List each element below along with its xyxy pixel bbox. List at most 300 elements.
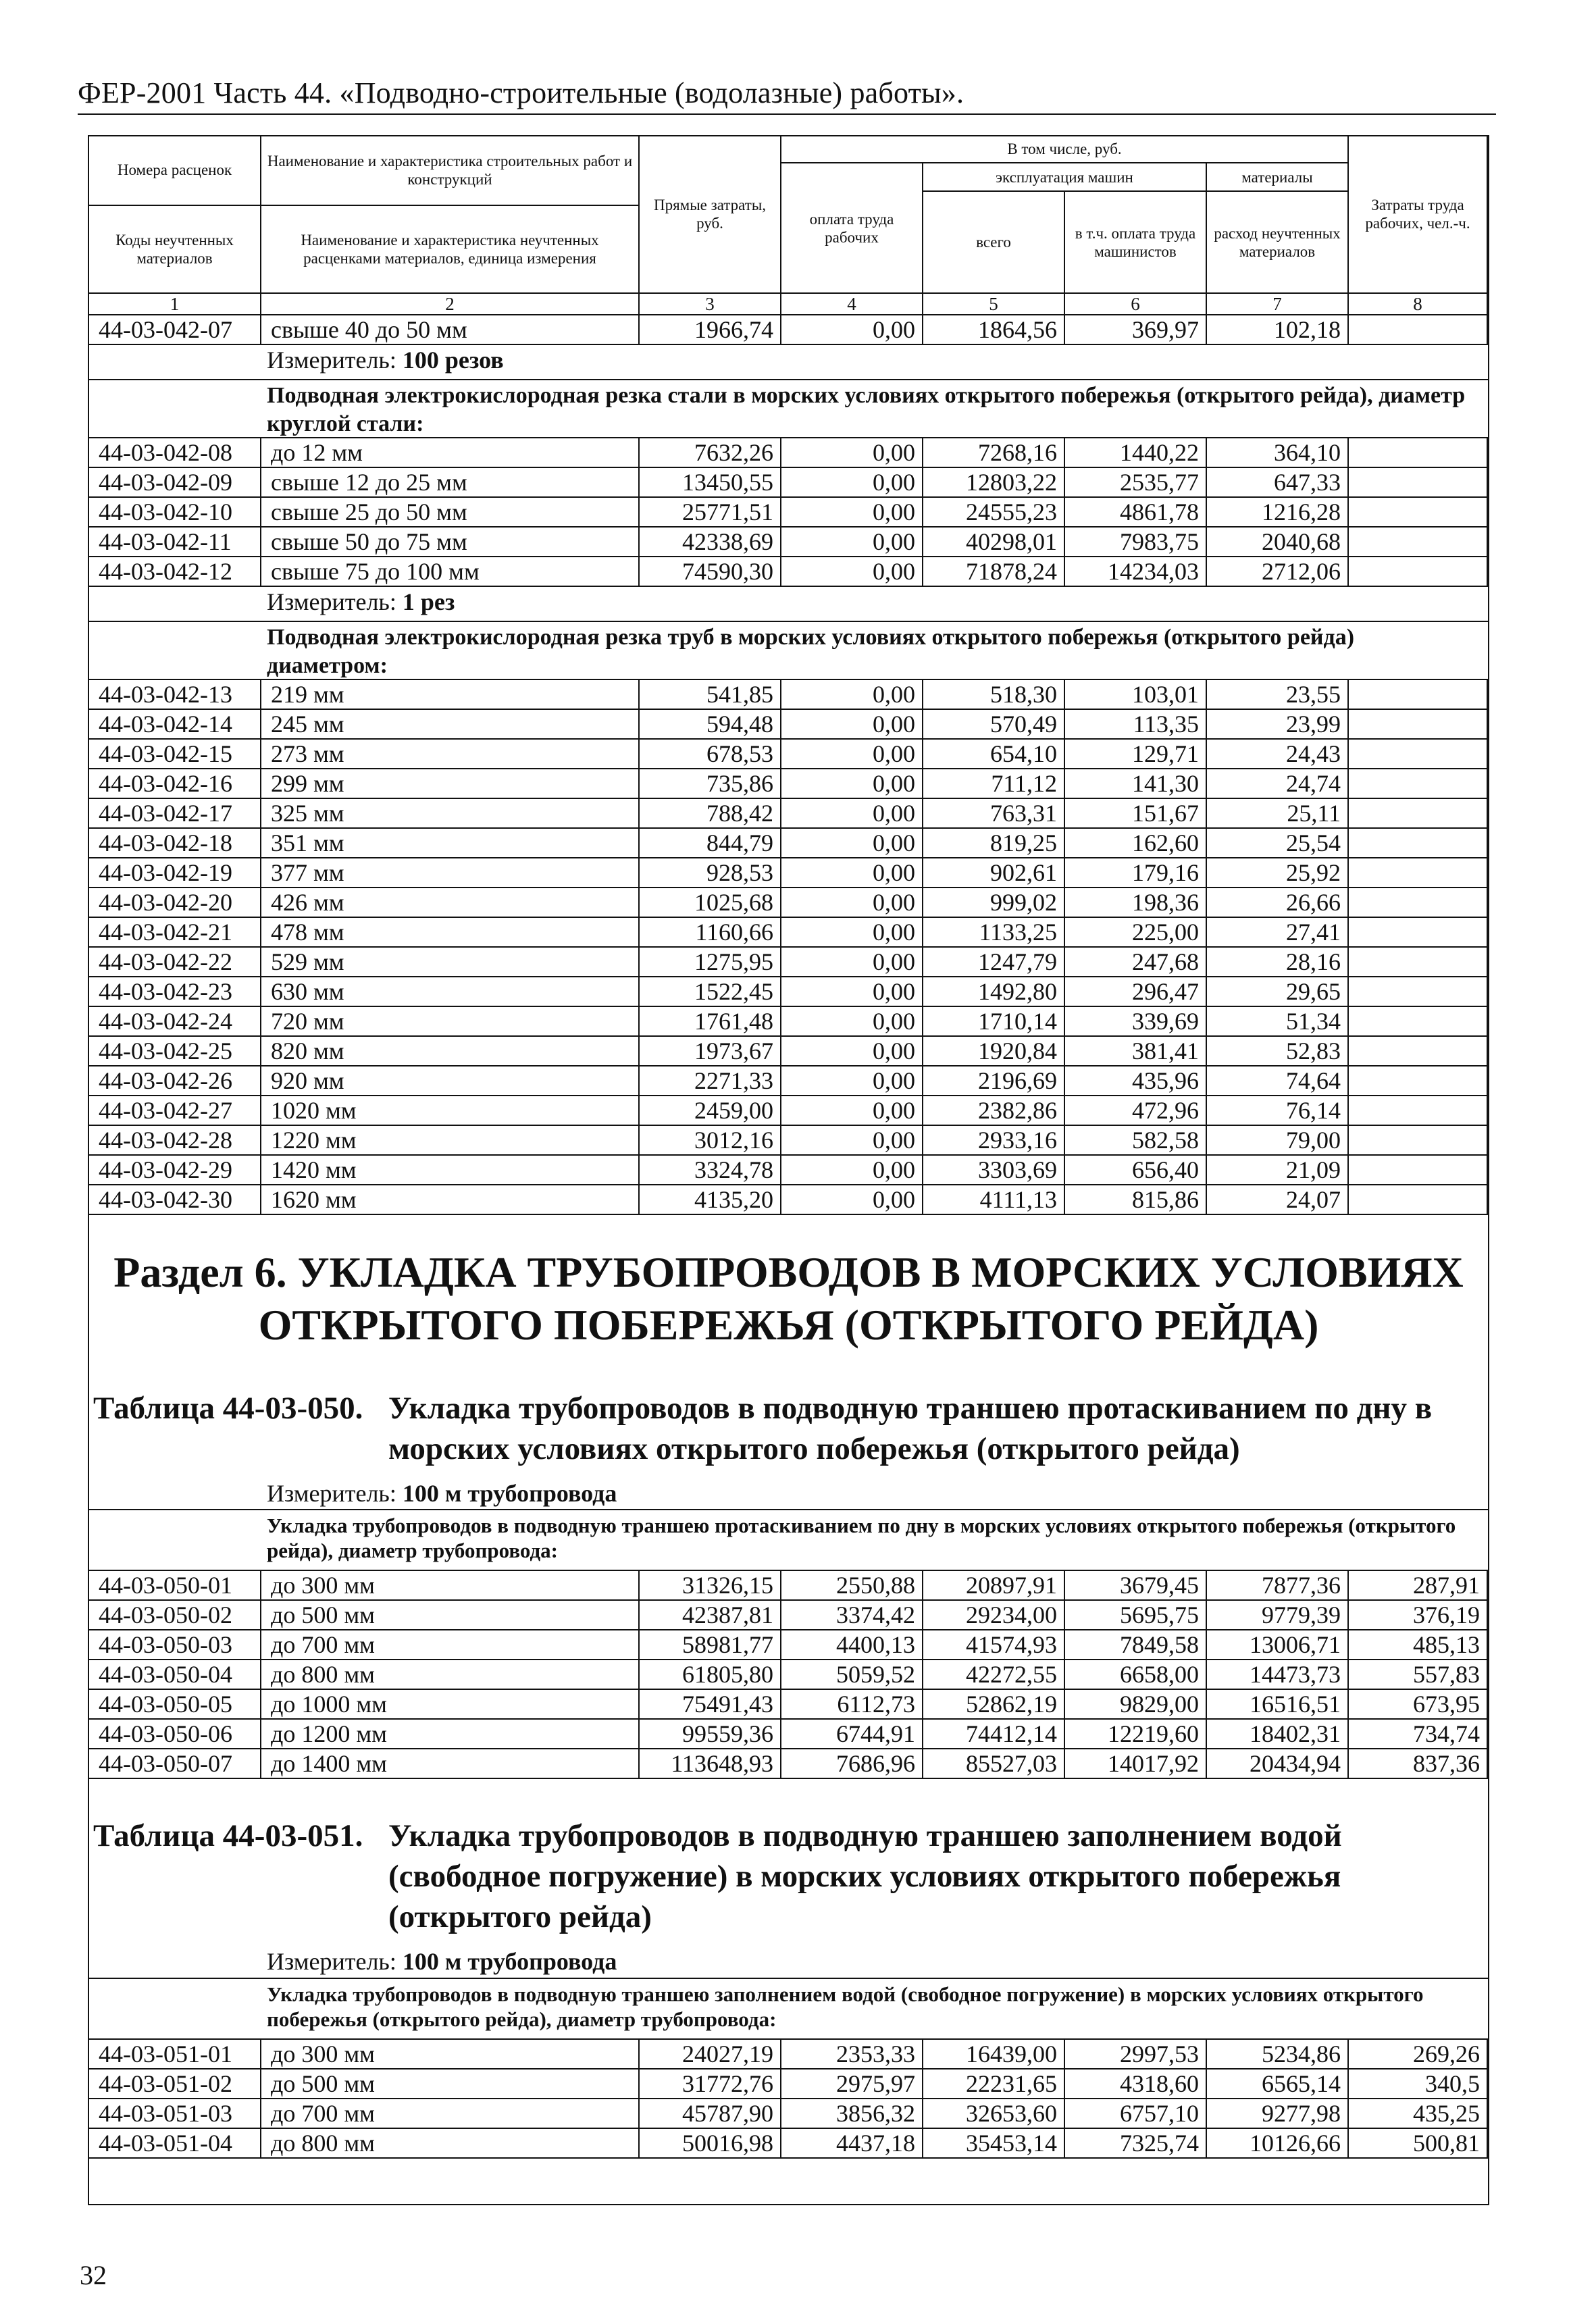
column-number: 7 (1207, 294, 1349, 315)
direct-costs-cell: 1522,45 (640, 977, 781, 1007)
work-name-cell: до 700 мм (261, 2099, 640, 2129)
wage-cost-cell: 0,00 (781, 799, 923, 829)
materials-cost-cell: 2040,68 (1207, 528, 1349, 557)
measure-value: 100 м трубопровода (402, 1480, 617, 1507)
operators-wage-cell: 339,69 (1065, 1007, 1207, 1037)
labor-cost-cell: 500,81 (1349, 2129, 1488, 2159)
rate-code-cell: 44-03-042-09 (89, 468, 261, 498)
table-051-title: Укладка трубопроводов в подводную траншею заполнением водой (свободное погружение) в морских условиях открытого побережья (открытого рейда) (388, 1818, 1342, 1934)
machines-total-cell: 32653,60 (923, 2099, 1065, 2129)
rate-code-cell: 44-03-050-02 (89, 1601, 261, 1630)
machines-total-cell: 7268,16 (923, 438, 1065, 468)
machines-total-cell: 1492,80 (923, 977, 1065, 1007)
direct-costs-cell: 1025,68 (640, 888, 781, 918)
table-051-measure (267, 1947, 617, 1976)
materials-cost-cell: 79,00 (1207, 1126, 1349, 1156)
header-name-bottom: Наименование и характеристика неучтенных расценками материалов, единица измерения (261, 206, 640, 294)
machines-total-cell: 2382,86 (923, 1096, 1065, 1126)
work-name-cell: 219 мм (261, 680, 640, 710)
rate-code-cell: 44-03-042-22 (89, 948, 261, 977)
rate-code-cell: 44-03-042-28 (89, 1126, 261, 1156)
operators-wage-cell: 381,41 (1065, 1037, 1207, 1066)
wage-cost-cell: 0,00 (781, 769, 923, 799)
labor-cost-cell: 557,83 (1349, 1660, 1488, 1690)
operators-wage-cell: 369,97 (1065, 315, 1207, 345)
operators-wage-cell: 198,36 (1065, 888, 1207, 918)
materials-cost-cell: 1216,28 (1207, 498, 1349, 528)
column-number: 1 (89, 294, 261, 315)
materials-cost-cell: 24,07 (1207, 1185, 1349, 1215)
materials-cost-cell: 364,10 (1207, 438, 1349, 468)
wage-cost-cell: 0,00 (781, 468, 923, 498)
measure-label: Измеритель: (267, 588, 396, 615)
labor-cost-cell (1349, 1126, 1488, 1156)
materials-cost-cell: 74,64 (1207, 1066, 1349, 1096)
operators-wage-cell: 2997,53 (1065, 2040, 1207, 2069)
labor-cost-cell: 734,74 (1349, 1720, 1488, 1749)
column-number: 2 (261, 294, 640, 315)
operators-wage-cell: 472,96 (1065, 1096, 1207, 1126)
rate-code-cell: 44-03-042-18 (89, 829, 261, 858)
work-name-cell: 377 мм (261, 858, 640, 888)
materials-cost-cell: 7877,36 (1207, 1571, 1349, 1601)
labor-cost-cell (1349, 468, 1488, 498)
work-name-cell: 478 мм (261, 918, 640, 948)
materials-cost-cell: 26,66 (1207, 888, 1349, 918)
table-051-number: Таблица 44-03-051. (93, 1818, 363, 1853)
machines-total-cell: 41574,93 (923, 1630, 1065, 1660)
labor-cost-cell: 837,36 (1349, 1749, 1488, 1779)
direct-costs-cell: 2459,00 (640, 1096, 781, 1126)
direct-costs-cell: 594,48 (640, 710, 781, 740)
direct-costs-cell: 3324,78 (640, 1156, 781, 1185)
rate-code-cell: 44-03-042-19 (89, 858, 261, 888)
work-name-cell: свыше 12 до 25 мм (261, 468, 640, 498)
materials-cost-cell: 21,09 (1207, 1156, 1349, 1185)
column-number: 8 (1349, 294, 1488, 315)
operators-wage-cell: 2535,77 (1065, 468, 1207, 498)
rate-code-cell: 44-03-042-12 (89, 557, 261, 587)
work-name-cell: свыше 25 до 50 мм (261, 498, 640, 528)
materials-cost-cell: 51,34 (1207, 1007, 1349, 1037)
measure-value: 1 рез (402, 588, 455, 615)
materials-cost-cell: 29,65 (1207, 977, 1349, 1007)
operators-wage-cell: 247,68 (1065, 948, 1207, 977)
materials-cost-cell: 9779,39 (1207, 1601, 1349, 1630)
wage-cost-cell: 0,00 (781, 888, 923, 918)
materials-cost-cell: 9277,98 (1207, 2099, 1349, 2129)
direct-costs-cell: 24027,19 (640, 2040, 781, 2069)
direct-costs-cell: 1160,66 (640, 918, 781, 948)
rate-code-cell: 44-03-050-05 (89, 1690, 261, 1720)
table-050-number: Таблица 44-03-050. (93, 1391, 363, 1426)
machines-total-cell: 52862,19 (923, 1690, 1065, 1720)
work-name-cell: 1420 мм (261, 1156, 640, 1185)
work-name-cell: 299 мм (261, 769, 640, 799)
materials-cost-cell: 25,54 (1207, 829, 1349, 858)
rate-code-cell: 44-03-042-23 (89, 977, 261, 1007)
operators-wage-cell: 14234,03 (1065, 557, 1207, 587)
rate-code-cell: 44-03-042-10 (89, 498, 261, 528)
work-name-cell: до 1200 мм (261, 1720, 640, 1749)
direct-costs-cell: 42387,81 (640, 1601, 781, 1630)
operators-wage-cell: 129,71 (1065, 740, 1207, 769)
direct-costs-cell: 1973,67 (640, 1037, 781, 1066)
direct-costs-cell: 678,53 (640, 740, 781, 769)
header-unaccounted-materials: расход неучтенных материалов (1207, 192, 1349, 294)
measure-value: 100 резов (402, 346, 504, 374)
rate-code-cell: 44-03-051-01 (89, 2040, 261, 2069)
direct-costs-cell: 25771,51 (640, 498, 781, 528)
rate-code-cell: 44-03-042-30 (89, 1185, 261, 1215)
operators-wage-cell: 113,35 (1065, 710, 1207, 740)
labor-cost-cell: 485,13 (1349, 1630, 1488, 1660)
labor-cost-cell: 376,19 (1349, 1601, 1488, 1630)
materials-cost-cell: 23,99 (1207, 710, 1349, 740)
wage-cost-cell: 5059,52 (781, 1660, 923, 1690)
rate-code-cell: 44-03-042-24 (89, 1007, 261, 1037)
machines-total-cell: 24555,23 (923, 498, 1065, 528)
rate-code-cell: 44-03-050-01 (89, 1571, 261, 1601)
wage-cost-cell: 6744,91 (781, 1720, 923, 1749)
measure-line-a (267, 346, 504, 374)
wage-cost-cell: 0,00 (781, 438, 923, 468)
direct-costs-cell: 788,42 (640, 799, 781, 829)
materials-cost-cell: 16516,51 (1207, 1690, 1349, 1720)
operators-wage-cell: 7849,58 (1065, 1630, 1207, 1660)
labor-cost-cell (1349, 1185, 1488, 1215)
wage-cost-cell: 0,00 (781, 740, 923, 769)
machines-total-cell: 518,30 (923, 680, 1065, 710)
wage-cost-cell: 0,00 (781, 315, 923, 345)
work-name-cell: 1220 мм (261, 1126, 640, 1156)
machines-total-cell: 711,12 (923, 769, 1065, 799)
rate-code-cell: 44-03-042-25 (89, 1037, 261, 1066)
header-materials: материалы (1207, 163, 1349, 192)
rate-code-cell: 44-03-042-11 (89, 528, 261, 557)
machines-total-cell: 22231,65 (923, 2069, 1065, 2099)
machines-total-cell: 12803,22 (923, 468, 1065, 498)
header-code-top: Номера расценок (89, 135, 261, 206)
labor-cost-cell (1349, 438, 1488, 468)
materials-cost-cell: 25,11 (1207, 799, 1349, 829)
direct-costs-cell: 735,86 (640, 769, 781, 799)
measure-label: Измеритель: (267, 1480, 396, 1507)
rate-code-cell: 44-03-042-27 (89, 1096, 261, 1126)
rate-code-cell: 44-03-042-17 (89, 799, 261, 829)
rate-code-cell: 44-03-042-16 (89, 769, 261, 799)
direct-costs-cell: 99559,36 (640, 1720, 781, 1749)
materials-cost-cell: 18402,31 (1207, 1720, 1349, 1749)
machines-total-cell: 1920,84 (923, 1037, 1065, 1066)
work-name-cell: 245 мм (261, 710, 640, 740)
wage-cost-cell: 0,00 (781, 1066, 923, 1096)
operators-wage-cell: 656,40 (1065, 1156, 1207, 1185)
work-name-cell: 273 мм (261, 740, 640, 769)
labor-cost-cell (1349, 858, 1488, 888)
wage-cost-cell: 0,00 (781, 498, 923, 528)
wage-cost-cell: 0,00 (781, 948, 923, 977)
materials-cost-cell: 10126,66 (1207, 2129, 1349, 2159)
rate-code-cell: 44-03-042-26 (89, 1066, 261, 1096)
wage-cost-cell: 0,00 (781, 528, 923, 557)
machines-total-cell: 3303,69 (923, 1156, 1065, 1185)
operators-wage-cell: 14017,92 (1065, 1749, 1207, 1779)
operators-wage-cell: 435,96 (1065, 1066, 1207, 1096)
wage-cost-cell: 0,00 (781, 1185, 923, 1215)
operators-wage-cell: 9829,00 (1065, 1690, 1207, 1720)
wage-cost-cell: 0,00 (781, 858, 923, 888)
direct-costs-cell: 31772,76 (640, 2069, 781, 2099)
machines-total-cell: 654,10 (923, 740, 1065, 769)
rate-code-cell: 44-03-050-03 (89, 1630, 261, 1660)
wage-cost-cell: 0,00 (781, 918, 923, 948)
operators-wage-cell: 7325,74 (1065, 2129, 1207, 2159)
work-name-cell: 426 мм (261, 888, 640, 918)
column-number: 6 (1065, 294, 1207, 315)
work-name-cell: до 500 мм (261, 2069, 640, 2099)
group-a-description: Подводная электрокислородная резка стали в морских условиях открытого побережья (открытого рейда), диаметр круглой стали: (267, 383, 1466, 436)
wage-cost-cell: 0,00 (781, 829, 923, 858)
rate-code-cell: 44-03-042-07 (89, 315, 261, 345)
column-number: 3 (640, 294, 781, 315)
wage-cost-cell: 0,00 (781, 557, 923, 587)
wage-cost-cell: 0,00 (781, 1037, 923, 1066)
page-number: 32 (80, 2260, 107, 2290)
machines-total-cell: 42272,55 (923, 1660, 1065, 1690)
machines-total-cell: 999,02 (923, 888, 1065, 918)
wage-cost-cell: 0,00 (781, 1096, 923, 1126)
labor-cost-cell (1349, 1037, 1488, 1066)
wage-cost-cell: 3374,42 (781, 1601, 923, 1630)
work-name-cell: 920 мм (261, 1066, 640, 1096)
machines-total-cell: 819,25 (923, 829, 1065, 858)
materials-cost-cell: 28,16 (1207, 948, 1349, 977)
direct-costs-cell: 844,79 (640, 829, 781, 858)
labor-cost-cell (1349, 315, 1488, 345)
work-name-cell: до 800 мм (261, 1660, 640, 1690)
labor-cost-cell (1349, 977, 1488, 1007)
machines-total-cell: 85527,03 (923, 1749, 1065, 1779)
wage-cost-cell: 0,00 (781, 1156, 923, 1185)
work-name-cell: 820 мм (261, 1037, 640, 1066)
labor-cost-cell (1349, 948, 1488, 977)
wage-cost-cell: 6112,73 (781, 1690, 923, 1720)
direct-costs-cell: 541,85 (640, 680, 781, 710)
direct-costs-cell: 50016,98 (640, 2129, 781, 2159)
work-name-cell: 630 мм (261, 977, 640, 1007)
running-header: ФЕР-2001 Часть 44. «Подводно-строительные (водолазные) работы». (78, 76, 964, 109)
labor-cost-cell: 673,95 (1349, 1690, 1488, 1720)
operators-wage-cell: 179,16 (1065, 858, 1207, 888)
work-name-cell: 720 мм (261, 1007, 640, 1037)
work-name-cell: 351 мм (261, 829, 640, 858)
wage-cost-cell: 0,00 (781, 977, 923, 1007)
direct-costs-cell: 7632,26 (640, 438, 781, 468)
machines-total-cell: 570,49 (923, 710, 1065, 740)
labor-cost-cell (1349, 829, 1488, 858)
measure-value: 100 м трубопровода (402, 1948, 617, 1975)
machines-total-cell: 1864,56 (923, 315, 1065, 345)
materials-cost-cell: 23,55 (1207, 680, 1349, 710)
machines-total-cell: 40298,01 (923, 528, 1065, 557)
header-wage: оплата труда рабочих (781, 163, 923, 294)
direct-costs-cell: 1761,48 (640, 1007, 781, 1037)
wage-cost-cell: 7686,96 (781, 1749, 923, 1779)
wage-cost-cell: 3856,32 (781, 2099, 923, 2129)
rate-code-cell: 44-03-051-04 (89, 2129, 261, 2159)
wage-cost-cell: 4437,18 (781, 2129, 923, 2159)
rate-code-cell: 44-03-042-13 (89, 680, 261, 710)
operators-wage-cell: 3679,45 (1065, 1571, 1207, 1601)
rate-code-cell: 44-03-042-20 (89, 888, 261, 918)
measure-label: Измеритель: (267, 1948, 396, 1975)
operators-wage-cell: 6658,00 (1065, 1660, 1207, 1690)
rate-code-cell: 44-03-051-03 (89, 2099, 261, 2129)
header-labor-costs: Затраты труда рабочих, чел.-ч. (1349, 135, 1488, 294)
labor-cost-cell: 340,5 (1349, 2069, 1488, 2099)
header-operators-wage: в т.ч. оплата труда машинистов (1065, 192, 1207, 294)
labor-cost-cell (1349, 1066, 1488, 1096)
header-including: В том числе, руб. (781, 135, 1349, 163)
direct-costs-cell: 1275,95 (640, 948, 781, 977)
table-050-title: Укладка трубопроводов в подводную траншею протаскиванием по дну в морских условиях открытого побережья (открытого рейда) (388, 1391, 1433, 1466)
work-name-cell: 325 мм (261, 799, 640, 829)
work-name-cell: до 12 мм (261, 438, 640, 468)
operators-wage-cell: 4861,78 (1065, 498, 1207, 528)
rate-code-cell: 44-03-042-21 (89, 918, 261, 948)
materials-cost-cell: 102,18 (1207, 315, 1349, 345)
labor-cost-cell (1349, 680, 1488, 710)
operators-wage-cell: 7983,75 (1065, 528, 1207, 557)
labor-cost-cell (1349, 528, 1488, 557)
direct-costs-cell: 2271,33 (640, 1066, 781, 1096)
work-name-cell: 529 мм (261, 948, 640, 977)
table-050-description: Укладка трубопроводов в подводную траншею протаскиванием по дну в морских условиях открытого побережья (открытого рейда), диаметр трубопровода: (267, 1514, 1456, 1562)
labor-cost-cell (1349, 1156, 1488, 1185)
machines-total-cell: 902,61 (923, 858, 1065, 888)
work-name-cell: свыше 40 до 50 мм (261, 315, 640, 345)
materials-cost-cell: 25,92 (1207, 858, 1349, 888)
labor-cost-cell: 435,25 (1349, 2099, 1488, 2129)
machines-total-cell: 71878,24 (923, 557, 1065, 587)
materials-cost-cell: 6565,14 (1207, 2069, 1349, 2099)
rate-code-cell: 44-03-042-08 (89, 438, 261, 468)
labor-cost-cell (1349, 888, 1488, 918)
labor-cost-cell (1349, 1096, 1488, 1126)
labor-cost-cell (1349, 769, 1488, 799)
materials-cost-cell: 20434,94 (1207, 1749, 1349, 1779)
work-name-cell: 1620 мм (261, 1185, 640, 1215)
direct-costs-cell: 4135,20 (640, 1185, 781, 1215)
work-name-cell: до 1000 мм (261, 1690, 640, 1720)
work-name-cell: до 300 мм (261, 2040, 640, 2069)
operators-wage-cell: 225,00 (1065, 918, 1207, 948)
work-name-cell: до 1400 мм (261, 1749, 640, 1779)
rate-code-cell: 44-03-042-29 (89, 1156, 261, 1185)
work-name-cell: свыше 75 до 100 мм (261, 557, 640, 587)
direct-costs-cell: 928,53 (640, 858, 781, 888)
labor-cost-cell (1349, 557, 1488, 587)
header-machines: эксплуатация машин (923, 163, 1207, 192)
wage-cost-cell: 0,00 (781, 710, 923, 740)
operators-wage-cell: 4318,60 (1065, 2069, 1207, 2099)
machines-total-cell: 2933,16 (923, 1126, 1065, 1156)
direct-costs-cell: 13450,55 (640, 468, 781, 498)
machines-total-cell: 35453,14 (923, 2129, 1065, 2159)
work-name-cell: до 500 мм (261, 1601, 640, 1630)
direct-costs-cell: 31326,15 (640, 1571, 781, 1601)
operators-wage-cell: 12219,60 (1065, 1720, 1207, 1749)
machines-total-cell: 74412,14 (923, 1720, 1065, 1749)
labor-cost-cell (1349, 918, 1488, 948)
operators-wage-cell: 162,60 (1065, 829, 1207, 858)
measure-line-b (267, 588, 455, 616)
rate-code-cell: 44-03-042-15 (89, 740, 261, 769)
direct-costs-cell: 1966,74 (640, 315, 781, 345)
materials-cost-cell: 76,14 (1207, 1096, 1349, 1126)
wage-cost-cell: 2975,97 (781, 2069, 923, 2099)
work-name-cell: до 300 мм (261, 1571, 640, 1601)
wage-cost-cell: 2550,88 (781, 1571, 923, 1601)
wage-cost-cell: 0,00 (781, 1126, 923, 1156)
work-name-cell: до 800 мм (261, 2129, 640, 2159)
wage-cost-cell: 0,00 (781, 1007, 923, 1037)
labor-cost-cell (1349, 710, 1488, 740)
direct-costs-cell: 3012,16 (640, 1126, 781, 1156)
rate-code-cell: 44-03-051-02 (89, 2069, 261, 2099)
measure-label: Измеритель: (267, 346, 396, 374)
labor-cost-cell (1349, 1007, 1488, 1037)
operators-wage-cell: 141,30 (1065, 769, 1207, 799)
materials-cost-cell: 14473,73 (1207, 1660, 1349, 1690)
materials-cost-cell: 5234,86 (1207, 2040, 1349, 2069)
header-direct-costs: Прямые затраты, руб. (640, 135, 781, 294)
work-name-cell: 1020 мм (261, 1096, 640, 1126)
section-title: Раздел 6. УКЛАДКА ТРУБОПРОВОДОВ В МОРСКИХ УСЛОВИЯХ ОТКРЫТОГО ПОБЕРЕЖЬЯ (ОТКРЫТОГО РЕЙДА) (113, 1248, 1464, 1349)
operators-wage-cell: 815,86 (1065, 1185, 1207, 1215)
header-code-bottom: Коды неучтенных материалов (89, 206, 261, 294)
machines-total-cell: 1710,14 (923, 1007, 1065, 1037)
operators-wage-cell: 296,47 (1065, 977, 1207, 1007)
labor-cost-cell: 269,26 (1349, 2040, 1488, 2069)
direct-costs-cell: 113648,93 (640, 1749, 781, 1779)
machines-total-cell: 29234,00 (923, 1601, 1065, 1630)
machines-total-cell: 20897,91 (923, 1571, 1065, 1601)
direct-costs-cell: 74590,30 (640, 557, 781, 587)
labor-cost-cell (1349, 799, 1488, 829)
column-number: 4 (781, 294, 923, 315)
materials-cost-cell: 24,74 (1207, 769, 1349, 799)
wage-cost-cell: 0,00 (781, 680, 923, 710)
machines-total-cell: 2196,69 (923, 1066, 1065, 1096)
materials-cost-cell: 13006,71 (1207, 1630, 1349, 1660)
labor-cost-cell (1349, 740, 1488, 769)
rate-code-cell: 44-03-050-06 (89, 1720, 261, 1749)
direct-costs-cell: 45787,90 (640, 2099, 781, 2129)
direct-costs-cell: 75491,43 (640, 1690, 781, 1720)
materials-cost-cell: 647,33 (1207, 468, 1349, 498)
header-machines-total: всего (923, 192, 1065, 294)
wage-cost-cell: 2353,33 (781, 2040, 923, 2069)
materials-cost-cell: 2712,06 (1207, 557, 1349, 587)
column-number: 5 (923, 294, 1065, 315)
work-name-cell: до 700 мм (261, 1630, 640, 1660)
direct-costs-cell: 58981,77 (640, 1630, 781, 1660)
operators-wage-cell: 5695,75 (1065, 1601, 1207, 1630)
machines-total-cell: 763,31 (923, 799, 1065, 829)
rate-code-cell: 44-03-042-14 (89, 710, 261, 740)
